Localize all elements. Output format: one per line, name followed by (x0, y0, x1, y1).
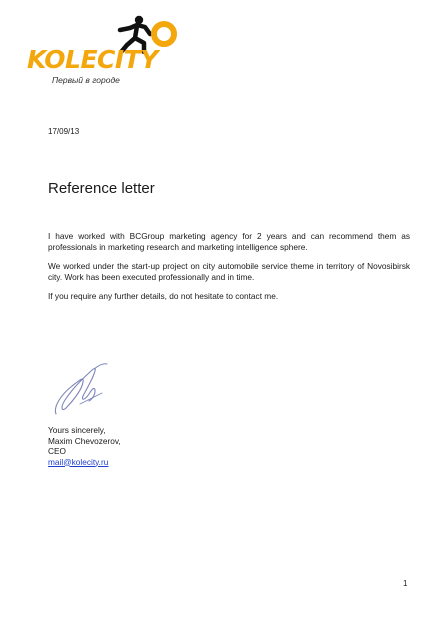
page-number: 1 (403, 579, 408, 588)
body-paragraph: I have worked with BCGroup marketing agency for 2 years and can recommend them as professionals in marketing research and marketing intelligence sphere. (48, 231, 410, 252)
handwritten-signature (50, 360, 110, 418)
letter-body (48, 231, 410, 310)
company-logo (22, 14, 182, 90)
signatory-position: CEO (48, 446, 66, 456)
letter-closing (48, 425, 121, 467)
logo-wordmark: KOLECITY (27, 45, 158, 74)
contact-email-link[interactable]: mail@kolecity.ru (48, 456, 109, 467)
letter-date: 17/09/13 (48, 127, 80, 136)
signatory-name: Maxim Chevozerov, (48, 435, 121, 446)
logo-tagline: Первый в городе (52, 75, 120, 85)
letter-title: Reference letter (48, 180, 155, 197)
body-paragraph: If you require any further details, do not hesitate to contact me. (48, 291, 279, 301)
body-paragraph: We worked under the start-up project on city automobile service theme in territory of Novosibirsk city. Work has been executed professionally and in time. (48, 261, 410, 282)
sign-off: Yours sincerely, (48, 425, 106, 435)
